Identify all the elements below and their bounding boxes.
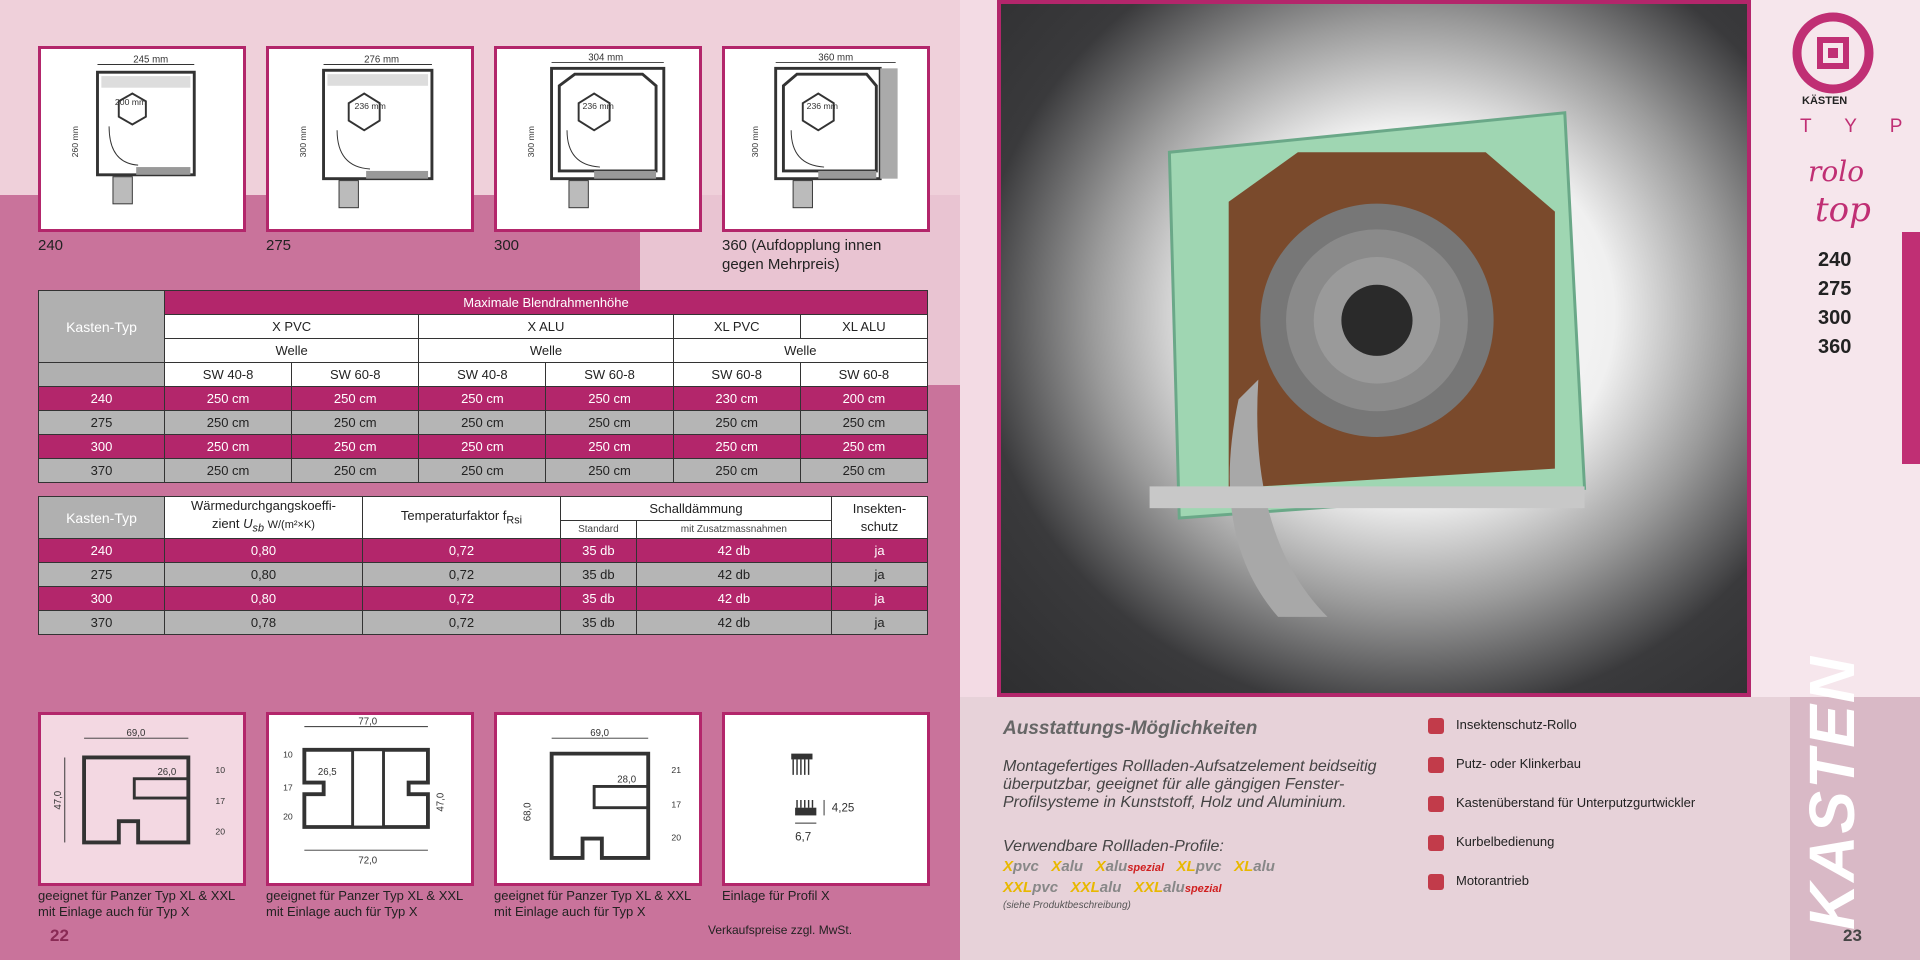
diagram-caption-240: 240 — [38, 237, 64, 254]
bullet-icon — [1428, 718, 1444, 734]
svg-text:245 mm: 245 mm — [133, 54, 169, 66]
svg-text:69,0: 69,0 — [590, 728, 610, 740]
table-row: 240 250 cm 250 cm 250 cm 250 cm 230 cm 200 cm — [39, 387, 928, 411]
svg-text:260 mm: 260 mm — [70, 125, 81, 158]
group-header: X PVC — [165, 315, 419, 339]
profile-drawing-2 — [266, 712, 474, 886]
sw-header: SW 60-8 — [546, 363, 673, 387]
diagram-caption-300: 300 — [494, 237, 520, 254]
profile-xl-alu: XLalu — [1234, 858, 1275, 875]
sw-header: SW 60-8 — [673, 363, 800, 387]
profile-drawing-1 — [38, 712, 246, 886]
feature-item: Motorantrieb — [1428, 873, 1788, 890]
section-title: KASTEN — [1796, 654, 1868, 930]
size-list — [1818, 246, 1851, 362]
diagram-240 — [38, 46, 246, 232]
profile-x-alu: Xalu — [1051, 858, 1084, 875]
svg-text:28,0: 28,0 — [617, 774, 637, 786]
svg-text:47,0: 47,0 — [52, 790, 64, 810]
diagram-caption-360: 360 (Aufdopplung innen gegen Mehrpreis) — [722, 237, 882, 273]
svg-text:10: 10 — [215, 764, 226, 775]
svg-text:26,5: 26,5 — [317, 766, 337, 778]
blank-cell — [39, 363, 165, 387]
welle-header: Welle — [673, 339, 927, 363]
diagram-300 — [494, 46, 702, 232]
svg-text:47,0: 47,0 — [435, 792, 447, 812]
profile-xl-pvc: XLpvc — [1176, 858, 1222, 875]
size-item: 360 — [1818, 336, 1852, 358]
table-row: 275 250 cm 250 cm 250 cm 250 cm 250 cm 250 cm — [39, 411, 928, 435]
diagram-360 — [722, 46, 930, 232]
price-note: Verkaufspreise zzgl. MwSt. — [708, 923, 853, 937]
page-number-right: 23 — [1843, 926, 1862, 945]
profile-xxl-alu-spezial: XXLaluspezial — [1133, 879, 1222, 896]
zusatz-header: mit Zusatzmassnahmen — [636, 521, 831, 539]
feature-item: Insektenschutz-Rollo — [1428, 717, 1788, 734]
svg-text:17: 17 — [215, 795, 226, 806]
profile-caption-2: geeignet für Panzer Typ XL & XXL mit Einlage auch für Typ X — [266, 888, 463, 919]
thermal-table — [38, 496, 928, 635]
rolo-label: rolo — [1808, 155, 1865, 188]
table-row: 300 250 cm 250 cm 250 cm 250 cm 250 cm 250 cm — [39, 435, 928, 459]
blendrahmen-table — [38, 290, 928, 483]
typ-label: T Y P — [1800, 116, 1917, 137]
svg-text:20: 20 — [283, 811, 293, 822]
feature-item: Kurbelbedienung — [1428, 834, 1788, 851]
top-label: top — [1815, 190, 1871, 230]
svg-text:26,0: 26,0 — [157, 766, 177, 778]
profile-drawing-4 — [722, 712, 930, 886]
svg-text:6,7: 6,7 — [795, 831, 812, 844]
diagram-caption-275: 275 — [266, 237, 292, 254]
diagram-275 — [266, 46, 474, 232]
bullet-icon — [1428, 835, 1444, 851]
svg-text:236 mm: 236 mm — [806, 101, 839, 112]
group-header: XL PVC — [673, 315, 800, 339]
bullet-icon — [1428, 757, 1444, 773]
kasten-typ-header: Kasten-Typ — [39, 291, 165, 363]
svg-text:20: 20 — [671, 832, 682, 843]
profile-xxl-alu: XXLalu — [1070, 879, 1122, 896]
kasten-typ-header: Kasten-Typ — [39, 497, 165, 539]
table-row: 300 0,80 0,72 35 db 42 db ja — [39, 587, 928, 611]
svg-text:276 mm: 276 mm — [364, 54, 400, 66]
table-row: 240 0,80 0,72 35 db 42 db ja — [39, 539, 928, 563]
svg-text:20: 20 — [215, 826, 226, 837]
svg-text:17: 17 — [671, 799, 682, 810]
size-item: 275 — [1818, 278, 1852, 300]
info-paragraph: Montagefertiges Rollladen-Aufsatzelement beidseitig überputzbar, geeignet für alle gängigen Fenster-Profilsysteme in Kunststoff, Holz und Aluminium. — [1003, 758, 1377, 811]
table1-title: Maximale Blendrahmenhöhe — [165, 291, 928, 315]
svg-text:69,0: 69,0 — [126, 728, 146, 740]
profile-caption-1: geeignet für Panzer Typ XL & XXL mit Einlage auch für Typ X — [38, 888, 235, 919]
svg-text:72,0: 72,0 — [358, 855, 378, 867]
svg-text:236 mm: 236 mm — [582, 101, 614, 112]
profile-note: (siehe Produktbeschreibung) — [1003, 900, 1131, 911]
standard-header: Standard — [561, 521, 637, 539]
svg-text:68,0: 68,0 — [522, 802, 534, 822]
sidebar-accent-bar — [1902, 232, 1920, 464]
feature-item: Putz- oder Klinkerbau — [1428, 756, 1788, 773]
profiles-label: Verwendbare Rollladen-Profile: — [1003, 838, 1224, 855]
profile-caption-4: Einlage für Profil X — [722, 888, 830, 903]
svg-text:4,25: 4,25 — [831, 802, 855, 815]
profile-x-pvc: Xpvc — [1003, 858, 1039, 875]
bullet-icon — [1428, 874, 1444, 890]
feature-item: Kastenüberstand für Unterputzgurtwickler — [1428, 795, 1788, 812]
waerme-header: Wärmedurchgangskoeffi- zient $U_{sb}$ W/(m²×K) — [165, 497, 363, 539]
svg-text:10: 10 — [283, 749, 293, 760]
page-number-left: 22 — [50, 926, 69, 945]
svg-text:300 mm: 300 mm — [298, 125, 309, 158]
group-header: X ALU — [419, 315, 673, 339]
welle-header: Welle — [165, 339, 419, 363]
svg-text:300 mm: 300 mm — [750, 125, 761, 158]
profile-caption-3: geeignet für Panzer Typ XL & XXL mit Einlage auch für Typ X — [494, 888, 691, 919]
sw-header: SW 40-8 — [165, 363, 292, 387]
profile-x-alu-spezial: Xaluspezial — [1095, 858, 1164, 875]
insekt-header: Insekten- schutz — [832, 497, 928, 539]
schall-header: Schalldämmung — [561, 497, 832, 521]
sw-header: SW 40-8 — [419, 363, 546, 387]
profile-xxl-pvc: XXLpvc — [1003, 879, 1059, 896]
sw-header: SW 60-8 — [800, 363, 927, 387]
size-item: 300 — [1818, 307, 1852, 329]
welle-header: Welle — [419, 339, 673, 363]
svg-text:360 mm: 360 mm — [818, 52, 854, 64]
table-row: 275 0,80 0,72 35 db 42 db ja — [39, 563, 928, 587]
svg-text:200 mm: 200 mm — [114, 97, 147, 108]
profile-list — [1003, 857, 1363, 899]
svg-text:304 mm: 304 mm — [588, 52, 624, 64]
bullet-icon — [1428, 796, 1444, 812]
brand-name: KÄSTEN — [1802, 95, 1848, 107]
size-item: 240 — [1818, 249, 1852, 271]
svg-text:17: 17 — [283, 782, 293, 793]
svg-text:21: 21 — [671, 764, 682, 775]
profile-drawing-3 — [494, 712, 702, 886]
sw-header: SW 60-8 — [292, 363, 419, 387]
table-row: 370 250 cm 250 cm 250 cm 250 cm 250 cm 250 cm — [39, 459, 928, 483]
temp-header: Temperaturfaktor $f_{Rsi}$ — [363, 497, 561, 539]
svg-text:77,0: 77,0 — [358, 716, 378, 728]
product-photo — [997, 0, 1751, 697]
kaesten-logo-icon — [1790, 10, 1876, 96]
svg-text:300 mm: 300 mm — [526, 125, 537, 158]
table-row: 370 0,78 0,72 35 db 42 db ja — [39, 611, 928, 635]
info-heading: Ausstattungs-Möglichkeiten — [1003, 718, 1258, 739]
svg-text:236 mm: 236 mm — [354, 101, 386, 112]
group-header: XL ALU — [800, 315, 927, 339]
